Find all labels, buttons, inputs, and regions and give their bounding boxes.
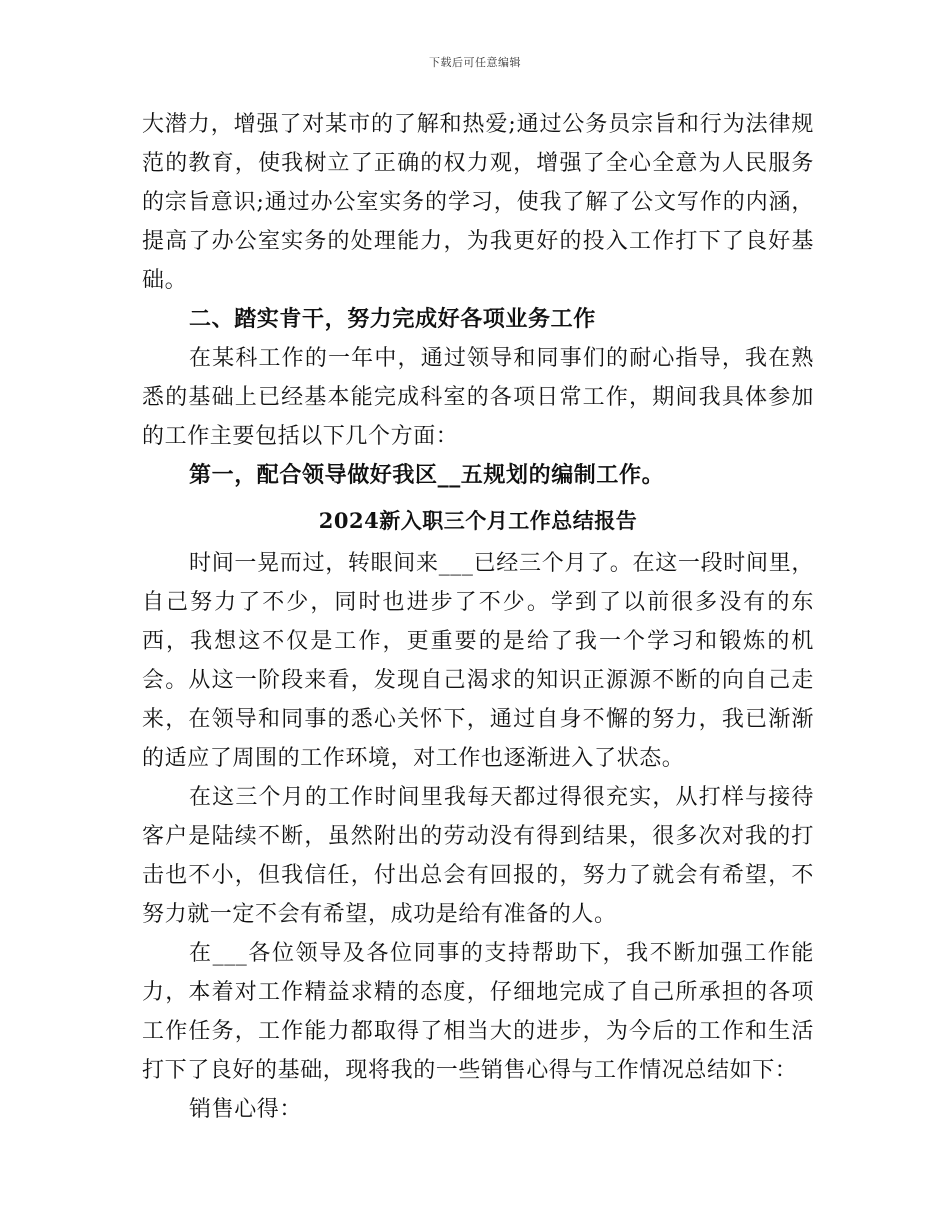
section-heading-2: 二、踏实肯干，努力完成好各项业务工作 (189, 306, 596, 332)
paragraph-3-bold: 第一，配合领导做好我区__五规划的编制工作。 (189, 462, 665, 488)
paragraph-6: 在___各位领导及各位同事的支持帮助下，我不断加强工作能力，本着对工作精益求精的态度，仔细地完成了自己所承担的各项工作任务，工作能力都取得了相当大的进步，为今后的工作和生活打下了良好的基础，现将我的一些销售心得与工作情况总结如下： (142, 941, 814, 1083)
paragraph-5: 在这三个月的工作时间里我每天都过得很充实，从打样与接待客户是陆续不断，虽然附出的劳动没有得到结果，很多次对我的打击也不小，但我信任，付出总会有回报的，努力了就会有希望，不努力就一定不会有希望，成功是给有准备的人。 (142, 785, 814, 927)
paragraph-1: 大潜力，增强了对某市的了解和热爱;通过公务员宗旨和行为法律规范的教育，使我树立了正确的权力观，增强了全心全意为人民服务的宗旨意识;通过办公室实务的学习，使我了解了公文写作的内涵，提高了办公室实务的处理能力，为我更好的投入工作打下了良好基础。 (142, 112, 814, 293)
page-header: 下载后可任意编辑 (429, 56, 521, 69)
report-title: 2024新入职三个月工作总结报告 (318, 508, 638, 533)
paragraph-2: 在某科工作的一年中，通过领导和同事们的耐心指导，我在熟悉的基础上已经基本能完成科室的各项日常工作，期间我具体参加的工作主要包括以下几个方面： (142, 346, 814, 449)
paragraph-4: 时间一晃而过，转眼间来___已经三个月了。在这一段时间里，自己努力了不少，同时也进步了不少。学到了以前很多没有的东西，我想这不仅是工作，更重要的是给了我一个学习和锻炼的机会。从这一阶段来看，发现自己渴求的知识正源源不断的向自己走来，在领导和同事的悉心关怀下，通过自身不懈的努力，我已渐渐的适应了周围的工作环境，对工作也逐渐进入了状态。 (142, 551, 814, 771)
document-body (142, 105, 814, 1129)
paragraph-7: 销售心得： (189, 1097, 303, 1122)
